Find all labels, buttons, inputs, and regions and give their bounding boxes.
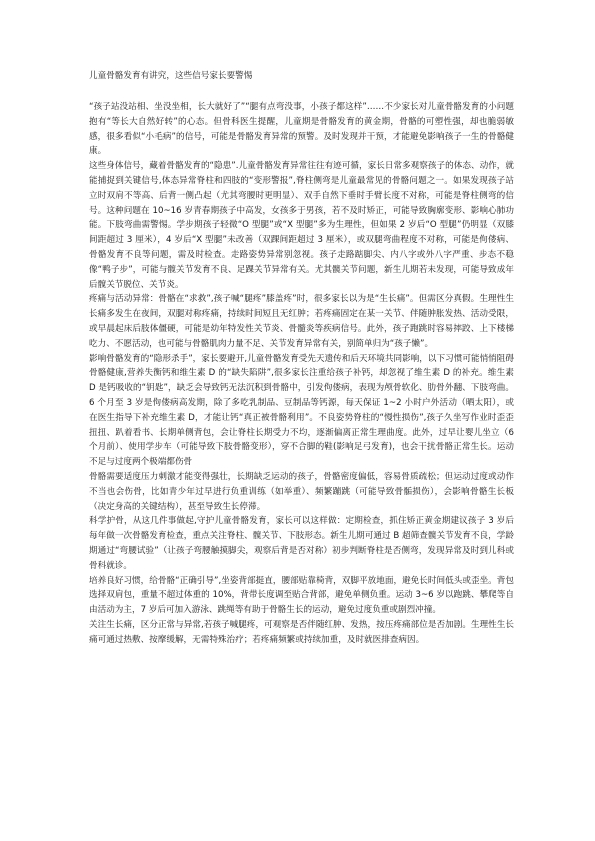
paragraph-intro: “孩子站没站相、坐没坐相，长大就好了”“腿有点弯没事，小孩子都这样”……不少家长对儿童骨骼发育的小问题抱有“等长大自然好转”的心态。但骨科医生提醒，儿童期是骨骼发育的黄金期，骨骼的可塑性强，却也脆弱敏感，很多看似“小毛病”的信号，可能是骨骼发育异常的预警。及时发现并干预，才能避免影响孩子一生的骨骼健康。	[89, 102, 514, 157]
paragraph-good-habits: 培养良好习惯，给骨骼“正确引导”,坐姿背部挺直，腰部贴靠椅背，双脚平放地面，避免长时间低头或歪坐。背包选择双肩包，重量不超过体重的 10%，背带长度调至贴合背部，避免单侧负重。运动 3~6 岁以跑跳、攀爬等自由活动为主，7 岁后可加入游泳、跳绳等有助于骨骼生长的运动，避免过度负重或剧烈冲撞。	[89, 575, 514, 616]
paragraph-growing-pains: 关注生长痛，区分正常与异常,若孩子喊腿疼，可观察是否伴随红肿、发热，按压疼痛部位是否加剧。生理性生长痛可通过热敷、按摩缓解，无需特殊治疗；若疼痛频繁或持续加重，及时就医排查病因。	[89, 619, 514, 645]
document-page	[89, 70, 514, 647]
document-title: 儿童骨骼发育有讲究，这些信号家长要警惕	[89, 71, 253, 81]
paragraph-pain-activity: 疼痛与活动异常：骨骼在“求救”,孩子喊“腿疼”膝盖疼”时，很多家长以为是“生长痛”。但需区分真假。生理性生长痛多发生在夜间，双腿对称疼痛，持续时间短且无红肿；若疼痛固定在某一关节、伴随肿胀发热、活动受限，或早晨起床后肢体僵硬，可能是幼年特发性关节炎、骨髓炎等疾病信号。此外，孩子跑跳时容易摔跤、上下楼梯吃力、不愿活动，也可能与骨骼肌肉力量不足、关节发育异常有关，别简单归为“孩子懒”。	[89, 294, 514, 349]
paragraph-body-signals: 这些身体信号，藏着骨骼发育的“隐患”.儿童骨骼发育异常往往有迹可循，家长日常多观察孩子的体态、动作，就能捕捉到关键信号,体态异常脊柱和四肢的“变形警报”,脊柱侧弯是儿童最常见的骨骼问题之一。如果发现孩子站立时双肩不等高、后背一侧凸起（尤其弯腰时更明显）、双手自然下垂时手臂长度不对称，可能是脊柱侧弯的信号。这种问题在 10~16 岁青春期孩子中高发，女孩多于男孩，若不及时矫正，可能导致胸廓变形、影响心肺功能。下肢弯曲需警惕。学步期孩子轻微“O 型腿”或“X 型腿”多为生理性，但如果 2 岁后“O 型腿”仍明显（双膝间距超过 3 厘米），4 岁后“X 型腿”未改善（双踝间距超过 3 厘米），或双腿弯曲程度不对称，可能是佝偻病、骨骼发育不良等问题，需及时检查。走路姿势异常别忽视。孩子走路踮脚尖、内八字或外八字严重、步态不稳像“鸭子步”，可能与髋关节发育不良、足踝关节异常有关。尤其髋关节问题，新生儿期若未发现，可能导致成年后髋关节脱位、关节炎。	[89, 161, 514, 290]
paragraph-scientific-care: 科学护骨，从这几件事做起,守护儿童骨骼发育，家长可以这样做：定期检查，抓住矫正黄金期建议孩子 3 岁后每年做一次骨骼发育检查，重点关注脊柱、髋关节、下肢形态。新生儿期可通过 B 超筛查髋关节发育不良，学龄期通过“弯腰试验”（让孩子弯腰触摸脚尖，观察后背是否对称）初步判断脊柱是否侧弯，发现异常及时到儿科或骨科就诊。	[89, 516, 514, 571]
paragraph-hidden-killers: 影响骨骼发育的“隐形杀手”，家长要避开,儿童骨骼发育受先天遗传和后天环境共同影响，以下习惯可能悄悄阻碍骨骼健康,营养失衡钙和维生素 D 的“缺失陷阱”,很多家长注重给孩子补钙，却忽视了维生素 D 的补充。维生素 D 是钙吸收的“钥匙”，缺乏会导致钙无法沉积到骨骼中，引发佝偻病，表现为颅骨软化、肋骨外翻、下肢弯曲。6 个月至 3 岁是佝偻病高发期，除了多吃乳制品、豆制品等钙源，每天保证 1~2 小时户外活动（晒太阳），或在医生指导下补充维生素 D，才能让钙“真正被骨骼利用”。不良姿势脊柱的“慢性损伤”,孩子久坐写作业时歪歪扭扭、趴着看书、长期单侧背包，会让脊柱长期受力不均，逐渐偏离正常生理曲度。此外，过早让婴儿坐立（6 个月前）、使用学步车（可能导致下肢骨骼变形），穿不合脚的鞋(影响足弓发育)，也会干扰骨骼正常生长。运动不足与过度两个极端都伤骨	[89, 353, 514, 468]
paragraph-exercise: 骨骼需要适度压力刺激才能变得强壮，长期缺乏运动的孩子，骨骼密度偏低，容易骨质疏松；但运动过度或动作不当也会伤骨，比如青少年过早进行负重训练（如举重）、频繁蹦跳（可能导致骨骺损伤），会影响骨骼生长板（决定身高的关键结构），甚至导致生长停滞。	[89, 471, 514, 512]
